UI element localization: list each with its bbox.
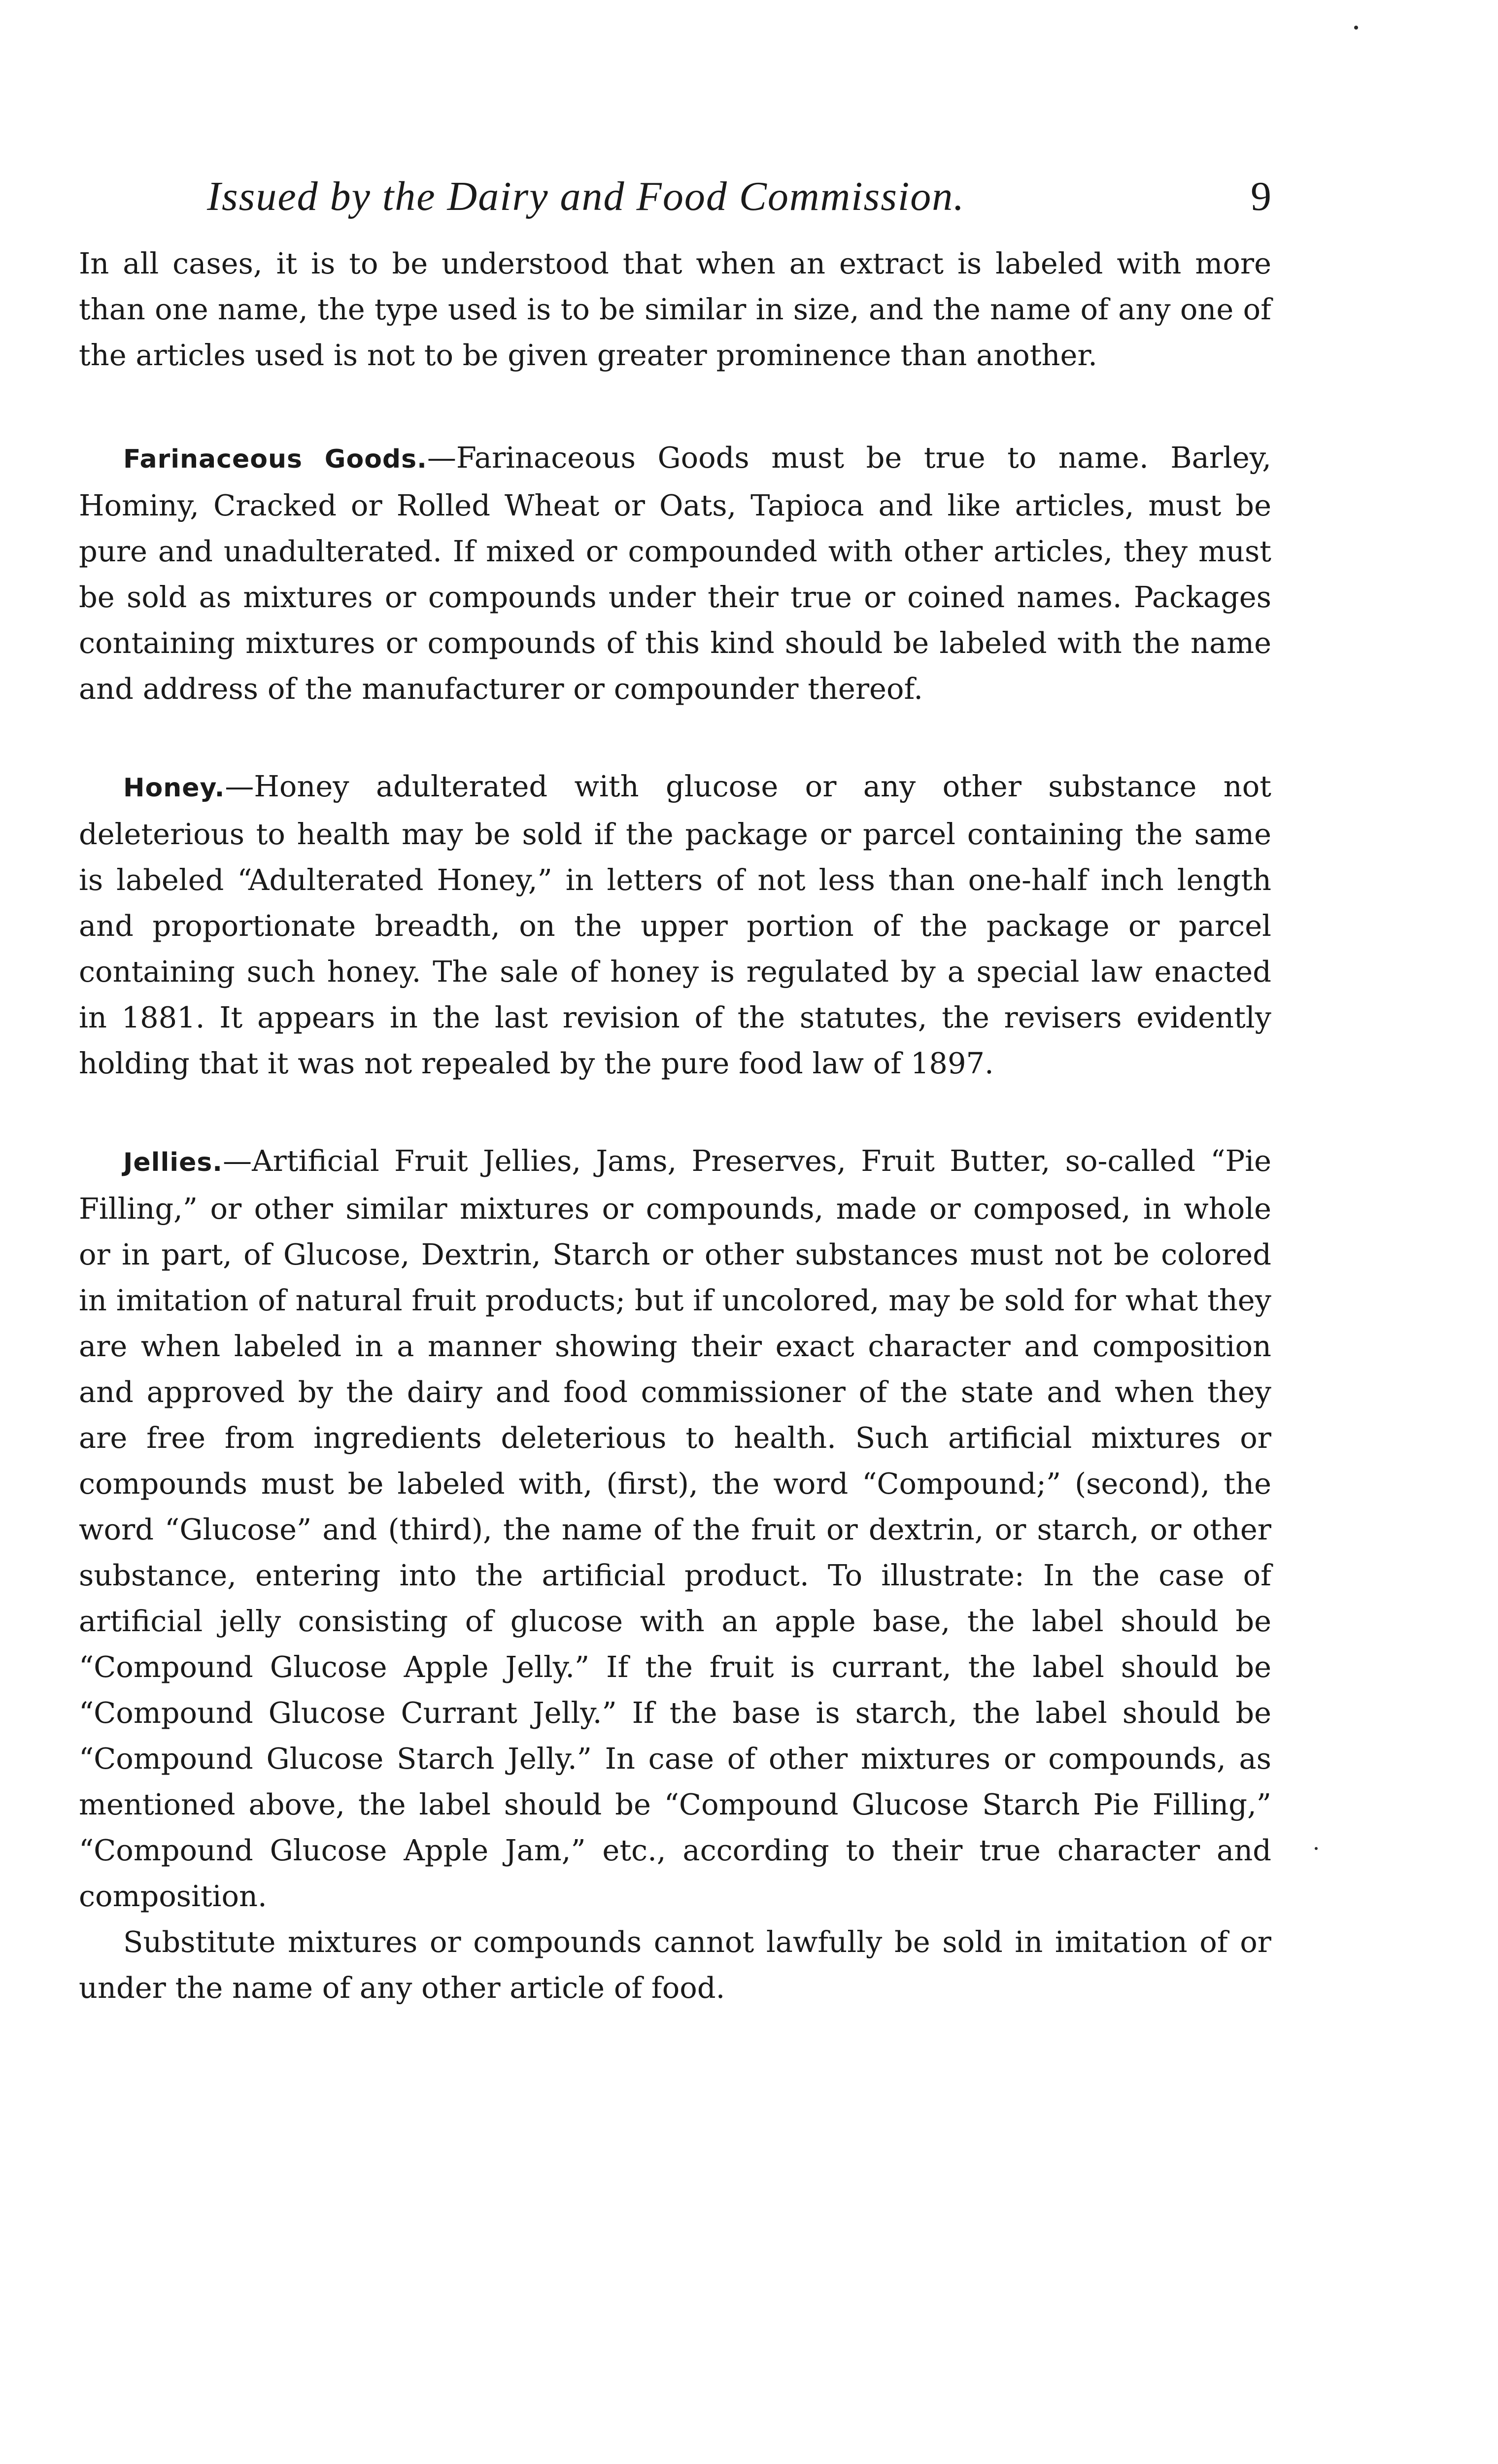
closing-paragraph: Substitute mixtures or compounds cannot lawfully be sold in imitation of or under the name of any other article of food. [79,1925,1271,2005]
section-spacer [79,1086,1271,1138]
intro-paragraph: In all cases, it is to be understood that when an extract is labeled with more than one name, the type used is to be similar in size, and the name of any one of the articles used is not to be given greater prominence than another. [79,246,1271,372]
document-page [79,172,1271,2011]
page-number: 9 [1251,173,1271,219]
honey-text: —Honey adulterated with glucose or any other substance not deleterious to health may be sold if the package or parcel containing the same is labeled “Adulterated Honey,” in letters of not less than one-half inch length and proportionate breadth, on the upper portion of the package or parcel containing such honey. The sale of honey is regulated by a special law enacted in 1881. It appears in the last revision of the statutes, the revisers evidently holding that it was not repealed by the pure food law of 1897. [79,769,1271,1080]
paper-speck [1354,26,1358,30]
farinaceous-goods-paragraph [79,435,1271,712]
farinaceous-goods-text: —Farinaceous Goods must be true to name. Barley, Hominy, Cracked or Rolled Wheat or Oats, Tapioca and like articles, must be pure and unadulterated. If mixed or compounded with other articles, they must be sold as mixtures or compounds under their true or coined names. Packages containing mixtures or compounds of this kind should be labeled with the name and address of the manufacturer or compounder thereof. [79,441,1271,706]
section-spacer [79,378,1271,435]
jellies-text: —Artificial Fruit Jellies, Jams, Preserves, Fruit Butter, so-called “Pie Filling,” or other similar mixtures or compounds, made or composed, in whole or in part, of Glucose, Dextrin, Starch or other substances must not be colored in imitation of natural fruit products; but if uncolored, may be sold for what they are when labeled in a manner showing their exact character and composition and approved by the dairy and food commissioner of the state and when they are free from ingredients deleterious to health. Such artificial mixtures or compounds must be labeled with, (first), the word “Compound;” (second), the word “Glucose” and (third), the name of the fruit or dextrin, or starch, or other substance, entering into the artificial product. To illustrate: In the case of artificial jelly consisting of glucose with an apple base, the label should be “Compound Glucose Apple Jelly.” If the fruit is currant, the label should be “Compound Glucose Currant Jelly.” If the base is starch, the label should be “Compound Glucose Starch Jelly.” In case of other mixtures or compounds, as mentioned above, the label should be “Compound Glucose Starch Pie Filling,” “Compound Glucose Apple Jam,” etc., according to their true character and composition. [79,1144,1271,1913]
jellies-heading: Jellies. [123,1148,223,1177]
page-header [79,172,1271,237]
paper-speck [1315,1847,1318,1850]
jellies-paragraph [79,1138,1271,1919]
honey-heading: Honey. [123,773,225,803]
honey-paragraph [79,763,1271,1086]
farinaceous-goods-heading: Farinaceous Goods. [123,445,427,474]
running-title: Issued by the Dairy and Food Commission. [207,173,965,219]
section-spacer [79,712,1271,763]
